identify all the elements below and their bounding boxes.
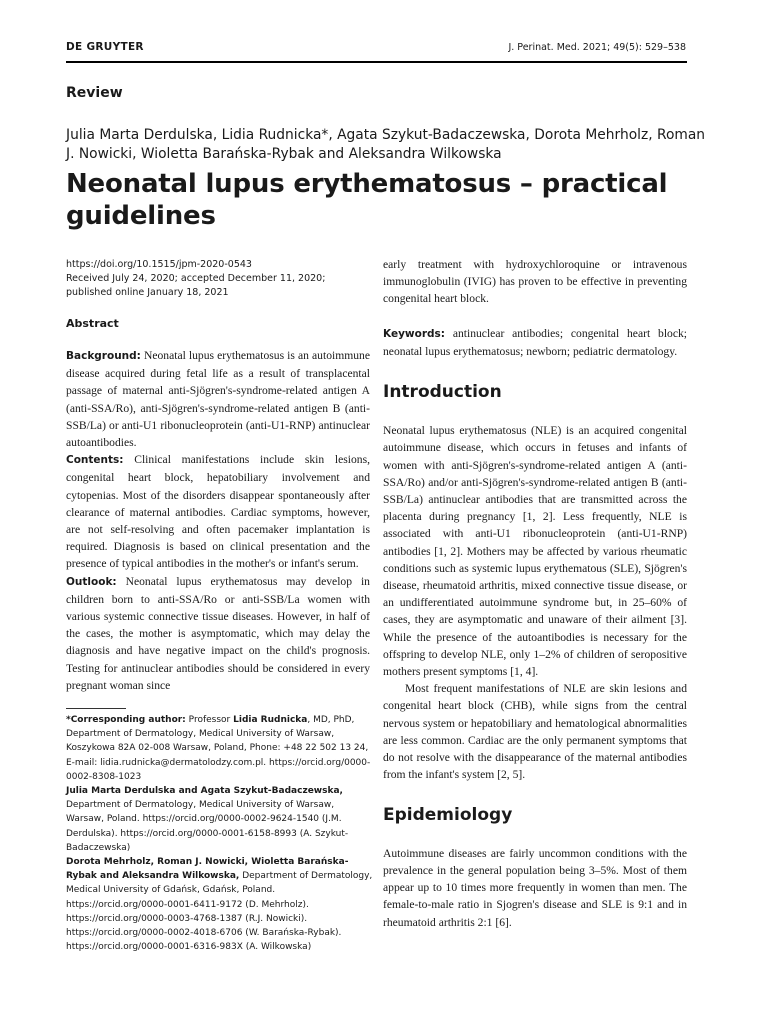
author-list: Julia Marta Derdulska, Lidia Rudnicka*, Agata Szykut-Badaczewska, Dorota Mehrholz, Roman J. Nowicki, Wioletta Barańska-Rybak and Aleksandra Wilkowska bbox=[66, 127, 706, 162]
keywords-text: antinuclear antibodies; congenital heart block; neonatal lupus erythematosus; newborn; pediatric dermatology. bbox=[383, 326, 687, 358]
journal-reference: J. Perinat. Med. 2021; 49(5): 529–538 bbox=[508, 42, 686, 53]
article-title: Neonatal lupus erythematosus – practical guidelines bbox=[66, 169, 668, 231]
affiliation-gdansk-text: Department of Dermatology, Medical University of Gdańsk, Gdańsk, Poland. https://orcid.org/0000-0001-6411-9172 (D. Mehrholz). https://orcid.org/0000-0003-4768-1387 (R.J. Nowicki). https://orcid.org/0000-0002-4018-6706 (W. Barańska-Rybak). https://orcid.org/0000-0001-6316-983X (A. Wilkowska) bbox=[66, 871, 373, 953]
abstract-continuation: early treatment with hydroxychloroquine or intravenous immunoglobulin (IVIG) has proven to be effective in preventing congenital heart block. bbox=[383, 258, 687, 306]
epidemiology-paragraph-1: Autoimmune diseases are fairly uncommon conditions with the prevalence in the general population being 3–5%. Most of them appear up to 10 times more frequently in women than men. The female-to-male ratio in Sjogren's disease and SLE is 9:1 and in rheumatoid arthritis 2:1 [6]. bbox=[383, 846, 687, 929]
affiliation-warsaw-names: Julia Marta Derdulska and Agata Szykut-Badaczewska, bbox=[66, 786, 343, 797]
corresponding-intro: Professor bbox=[188, 715, 231, 725]
introduction-heading: Introduction bbox=[383, 382, 502, 403]
corresponding-name: Lidia Rudnicka bbox=[233, 715, 308, 725]
doi-link[interactable]: https://doi.org/10.1515/jpm-2020-0543 bbox=[66, 259, 252, 270]
publisher-logo: DE GRUYTER bbox=[66, 41, 144, 53]
received-dates: Received July 24, 2020; accepted December 11, 2020; bbox=[66, 273, 326, 284]
keywords-label: Keywords: bbox=[383, 327, 445, 340]
abstract-heading: Abstract bbox=[66, 317, 119, 330]
right-column bbox=[383, 256, 687, 931]
abstract-contents bbox=[66, 451, 370, 572]
abstract-body bbox=[66, 347, 370, 694]
article-type: Review bbox=[66, 85, 123, 101]
outlook-label: Outlook: bbox=[66, 575, 117, 588]
affiliation-gdansk bbox=[66, 855, 374, 954]
affiliation-warsaw bbox=[66, 784, 374, 855]
footnote-rule bbox=[66, 708, 126, 709]
contents-label: Contents: bbox=[66, 454, 124, 467]
published-date: published online January 18, 2021 bbox=[66, 287, 229, 298]
outlook-text: Neonatal lupus erythematosus may develop in children born to anti-SSA/Ro or anti-SSB/La women with various systemic connective tissue diseases. However, in half of the cases, the mother is asymptomatic, which may delay the diagnosis and have negative impact on the child's prognosis. Testing for antinuclear antibodies should be considered in every pregnant woman since bbox=[66, 574, 370, 692]
affiliation-gdansk-names: Dorota Mehrholz, Roman J. Nowicki, Wioletta Barańska-Rybak and Aleksandra Wilkowska, bbox=[66, 857, 349, 882]
affiliation-warsaw-text: Department of Dermatology, Medical University of Warsaw, Warsaw, Poland. https://orcid.org/0000-0002-9624-1540 (J.M. Derdulska). https://orcid.org/0000-0001-6158-8993 (A. Szykut-Badaczewska) bbox=[66, 800, 349, 853]
background-text: Neonatal lupus erythematosus is an autoimmune disease acquired during fetal life as a result of transplacental passage of maternal anti-Sjögren's-syndrome-related antigen A (anti-SSA/Ro), anti-Sjögren's-syndrome-related antigen B (anti-SSB/La) or anti-U1 ribonucleoprotein (anti-U1-RNP) antinuclear autoantibodies. bbox=[66, 349, 370, 450]
abstract-outlook bbox=[66, 573, 370, 694]
header-rule bbox=[66, 61, 687, 63]
footnotes bbox=[66, 713, 374, 954]
corresponding-author-note bbox=[66, 713, 374, 784]
article-meta bbox=[66, 258, 366, 300]
epidemiology-heading: Epidemiology bbox=[383, 805, 513, 826]
introduction-paragraph-1: Neonatal lupus erythematosus (NLE) is an acquired congenital autoimmune disease, which occurs in fetuses and infants of women with anti-Sjögren's-syndrome-related antigen A (anti-SSA/Ro) and/or anti-Sjögren's-syndrome-related antigen B (anti-SSB/La) antinuclear antibodies that are transmitted across the placenta during pregnancy [1, 2]. Less frequently, NLE is associated with anti-U1 ribonucleoprotein (anti-U1-RNP) antibodies [1, 2]. Mothers may be affected by various rheumatic conditions such as systemic lupus erythematous (SLE), Sjögren's disease, rheumatoid arthritis, mixed connective tissue disease, or an undifferentiated autoimmune syndrome but, in 25–60% of cases, they are asymptomatic and unaware of their ailment [3]. While the presence of the autoantibodies is necessary for the offspring to develop NLE, only 1–2% of children of seropositive mothers present symptoms [1, 4]. bbox=[383, 424, 687, 679]
corresponding-label: *Corresponding author: bbox=[66, 715, 186, 725]
contents-text: Clinical manifestations include skin lesions, congenital heart block, hepatobiliary involvement and cytopenias. Most of the disorders disappear spontaneously after clearance of maternal antibodies. Cardiac symptoms, however, are not self-resolving and often pacemaker implantation is required. Diagnosis is based on clinical presentation and the presence of typical antibodies in the mother's or infant's serum. bbox=[66, 453, 370, 571]
introduction-paragraph-2: Most frequent manifestations of NLE are skin lesions and congenital heart block (CHB), while signs from the central nervous system or hepatobiliary and hematological abnormalities are less common. Cardiac are the only permanent symptoms that do not resolve with the disappearance of the maternal antibodies from the infant's system [2, 5]. bbox=[383, 682, 687, 782]
keywords bbox=[383, 325, 687, 360]
corresponding-text: , MD, PhD, Department of Dermatology, Medical University of Warsaw, Koszykowa 82A 02-008 Warsaw, Poland, Phone: +48 22 502 13 24, E-mail: lidia.rudnicka@dermatolodzy.com.pl. https://orcid.org/0000-0002-8308-1023 bbox=[66, 715, 371, 782]
background-label: Background: bbox=[66, 350, 141, 362]
abstract-background bbox=[66, 347, 370, 451]
